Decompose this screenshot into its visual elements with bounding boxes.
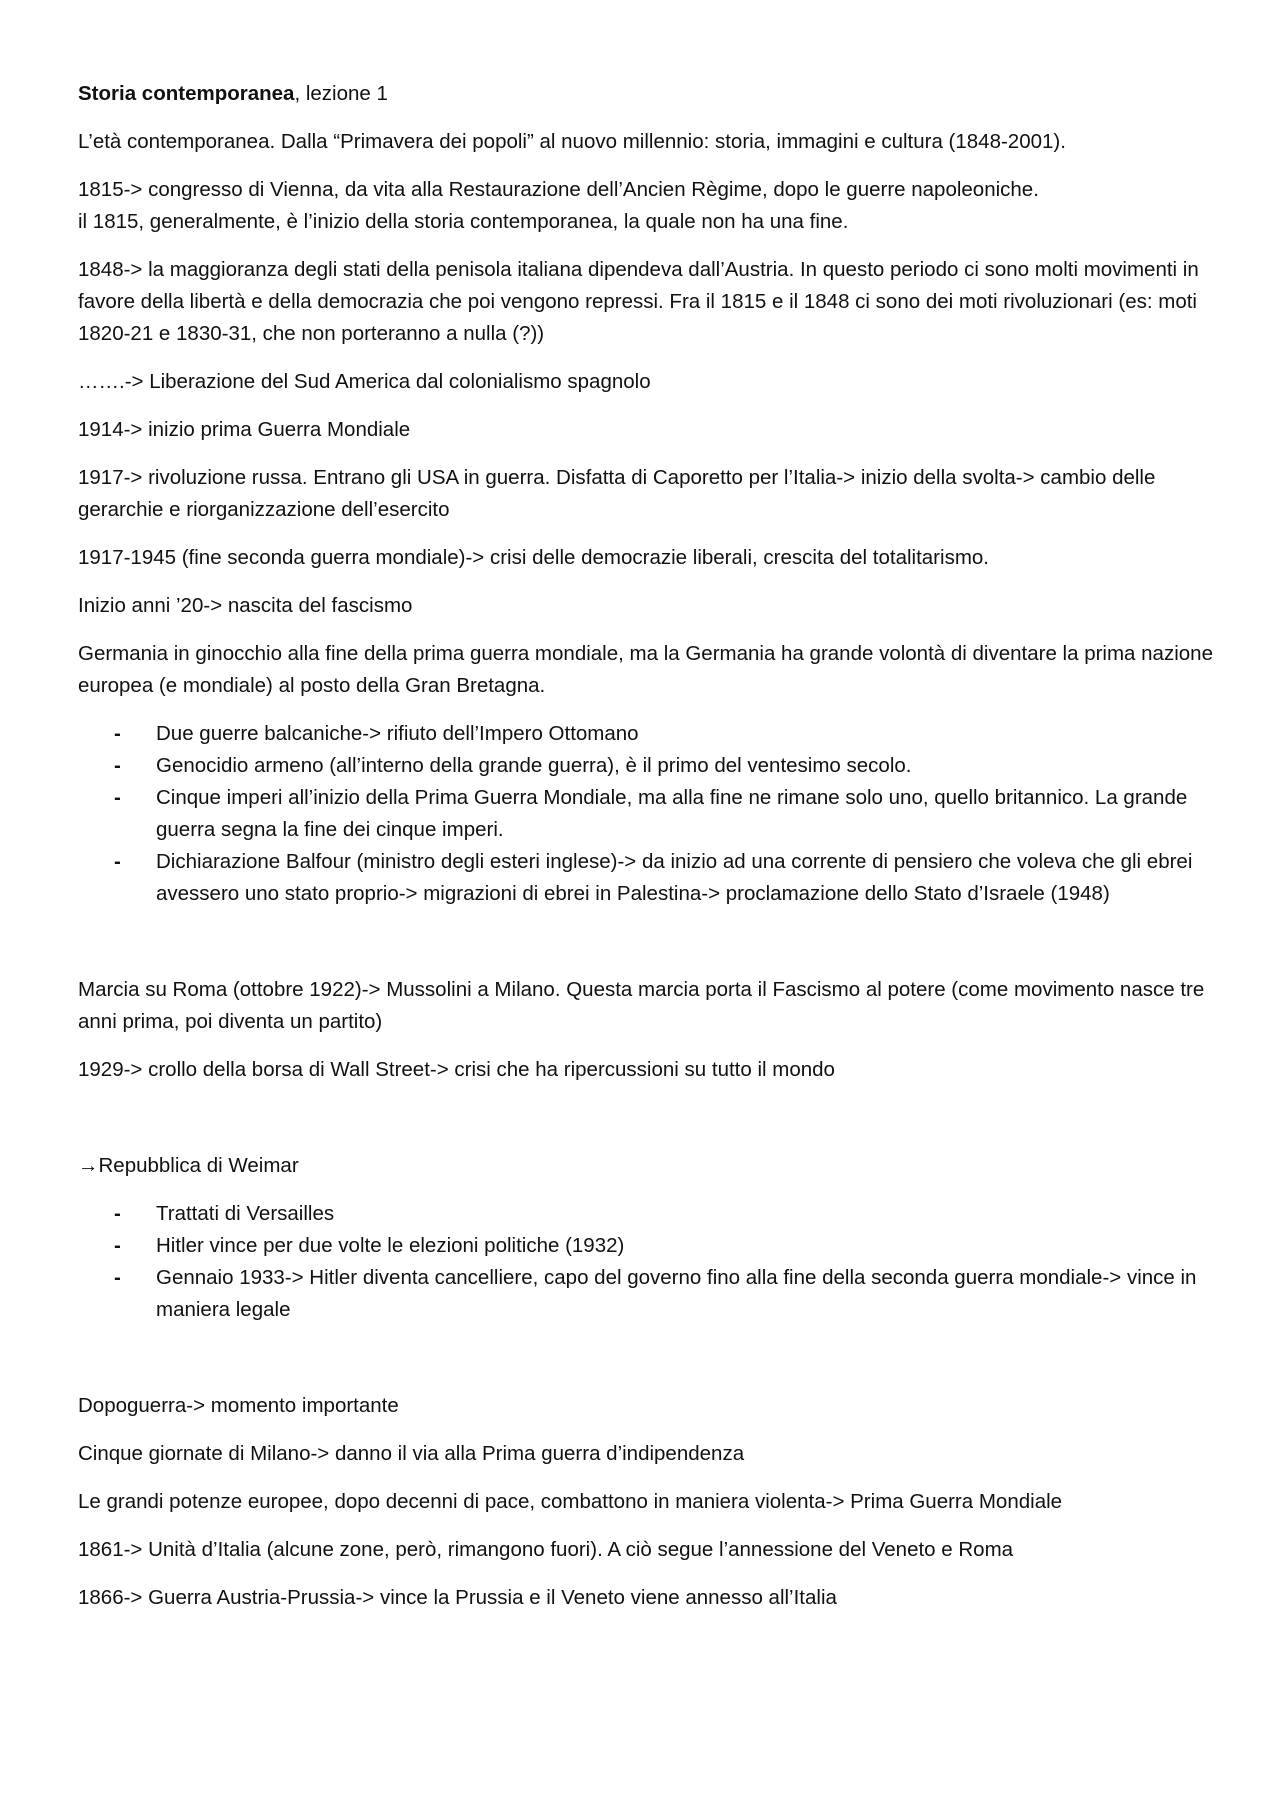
paragraph-1914: 1914-> inizio prima Guerra Mondiale [78,418,411,441]
bullet-list-2 [78,1198,1214,1326]
list-item-text: Genocidio armeno (all’interno della grande guerra), è il primo del ventesimo secolo. [156,754,912,777]
paragraph-1848: 1848-> la maggioranza degli stati della penisola italiana dipendeva dall’Austria. In questo periodo ci sono molti movimenti in favore della libertà e della democrazia che poi vengono repressi. Fra il 1815 e il 1848 ci sono dei moti rivoluzionari (es: moti 1820-21 e 1830-31, che non porteranno a nulla (?)) [78,258,1199,345]
blank-space [78,926,1214,974]
dash-bullet: - [114,1234,121,1257]
paragraph-1917-1945: 1917-1945 (fine seconda guerra mondiale)-> crisi delle democrazie liberali, crescita del totalitarismo. [78,546,989,569]
list-item-text: Dichiarazione Balfour (ministro degli esteri inglese)-> da inizio ad una corrente di pensiero che voleva che gli ebrei avessero uno stato proprio-> migrazioni di ebrei in Palestina-> proclamazione dello Stato d’Israele (1948) [156,850,1193,905]
paragraph-1815-line1: 1815-> congresso di Vienna, da vita alla Restaurazione dell’Ancien Règime, dopo le guerre napoleoniche. [78,178,1039,201]
dash-bullet: - [114,1202,121,1225]
paragraph-weimar [78,1150,1214,1182]
list-item [78,750,1214,782]
paragraph-1866: 1866-> Guerra Austria-Prussia-> vince la Prussia e il Veneto viene annesso all’Italia [78,1586,837,1609]
paragraph-intro: L’età contemporanea. Dalla “Primavera dei popoli” al nuovo millennio: storia, immagini e cultura (1848-2001). [78,130,1066,153]
paragraph-cinque-giornate: Cinque giornate di Milano-> danno il via alla Prima guerra d’indipendenza [78,1442,745,1465]
dash-bullet: - [114,754,121,777]
list-item-text: Hitler vince per due volte le elezioni politiche (1932) [156,1234,625,1257]
document-title [78,78,1214,110]
list-item-text: Due guerre balcaniche-> rifiuto dell’Impero Ottomano [156,722,639,745]
bullet-list-1 [78,718,1214,910]
blank-space [78,1102,1214,1150]
arrow-right-icon: → [78,1154,99,1177]
dash-bullet: - [114,1266,121,1289]
paragraph-1929: 1929-> crollo della borsa di Wall Street-> crisi che ha ripercussioni su tutto il mondo [78,1058,835,1081]
weimar-text: Repubblica di Weimar [98,1154,299,1177]
list-item [78,1198,1214,1230]
dash-bullet: - [114,786,121,809]
paragraph-grandi-potenze: Le grandi potenze europee, dopo decenni di pace, combattono in maniera violenta-> Prima Guerra Mondiale [78,1490,1063,1513]
list-item-text: Cinque imperi all’inizio della Prima Guerra Mondiale, ma alla fine ne rimane solo uno, quello britannico. La grande guerra segna la fine dei cinque imperi. [156,786,1188,841]
paragraph-anni-20: Inizio anni ’20-> nascita del fascismo [78,594,413,617]
title-rest: , lezione 1 [294,82,388,105]
paragraph-1917: 1917-> rivoluzione russa. Entrano gli USA in guerra. Disfatta di Caporetto per l’Italia-> inizio della svolta-> cambio delle gerarchie e riorganizzazione dell’esercito [78,466,1156,521]
list-item [78,782,1214,846]
list-item-text: Gennaio 1933-> Hitler diventa cancelliere, capo del governo fino alla fine della seconda guerra mondiale-> vince in maniera legale [156,1266,1197,1321]
paragraph-1815 [78,174,1214,238]
title-bold: Storia contemporanea [78,82,295,105]
dash-bullet: - [114,850,121,873]
paragraph-germania: Germania in ginocchio alla fine della prima guerra mondiale, ma la Germania ha grande volontà di diventare la prima nazione europea (e mondiale) al posto della Gran Bretagna. [78,642,1213,697]
blank-space [78,1342,1214,1390]
paragraph-1815-line2: il 1815, generalmente, è l’inizio della storia contemporanea, la quale non ha una fine. [78,210,849,233]
paragraph-marcia-su-roma: Marcia su Roma (ottobre 1922)-> Mussolini a Milano. Questa marcia porta il Fascismo al potere (come movimento nasce tre anni prima, poi diventa un partito) [78,978,1205,1033]
list-item [78,846,1214,910]
dash-bullet: - [114,722,121,745]
list-item-text: Trattati di Versailles [156,1202,335,1225]
list-item [78,718,1214,750]
paragraph-dopoguerra: Dopoguerra-> momento importante [78,1394,399,1417]
document-page [78,78,1214,1630]
list-item [78,1262,1214,1326]
list-item [78,1230,1214,1262]
paragraph-1861: 1861-> Unità d’Italia (alcune zone, però, rimangono fuori). A ciò segue l’annessione del Veneto e Roma [78,1538,1014,1561]
paragraph-sud-america: …….-> Liberazione del Sud America dal colonialismo spagnolo [78,370,651,393]
